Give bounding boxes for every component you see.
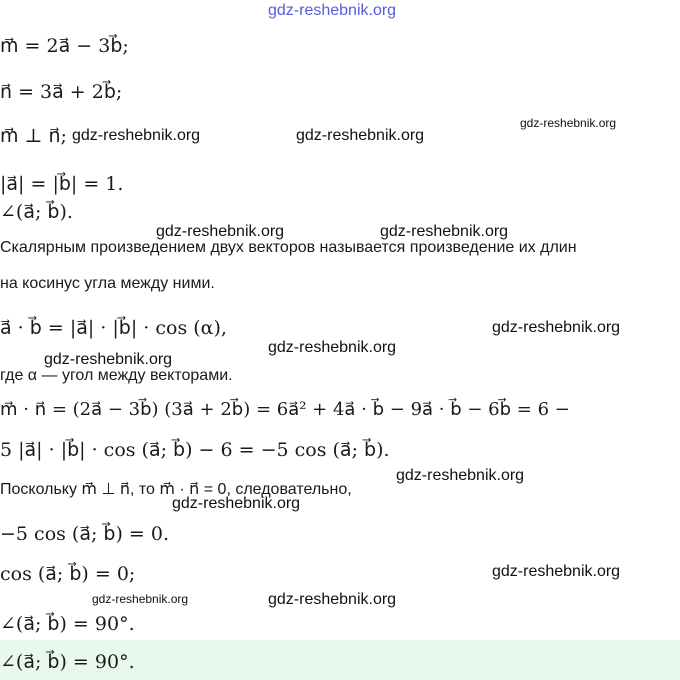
theory-formula: a⃗ · b⃗ = |a⃗| · |b⃗| · cos (α), bbox=[0, 317, 227, 339]
theory-line-1: Скалярным произведением двух векторов называется произведение их длин bbox=[0, 239, 577, 256]
given-perpendicular: m⃗ ⊥ n⃗; bbox=[0, 125, 67, 147]
watermark-top: gdz-reshebnik.org bbox=[268, 2, 397, 19]
solution-eq-3: ∠(a⃗; b⃗) = 90°. bbox=[0, 613, 135, 635]
given-angle: ∠(a⃗; b⃗). bbox=[0, 201, 73, 223]
given-n: n⃗ = 3a⃗ + 2b⃗; bbox=[0, 81, 123, 103]
watermark: gdz-reshebnik.org bbox=[396, 467, 525, 484]
theory-line-2: на косинус угла между ними. bbox=[0, 275, 215, 292]
solution-since: Поскольку m⃗ ⊥ n⃗, то m⃗ · n⃗ = 0, следовательно, bbox=[0, 481, 352, 498]
watermark: gdz-reshebnik.org bbox=[156, 223, 285, 240]
watermark: gdz-reshebnik.org bbox=[492, 563, 621, 580]
answer: ∠(a⃗; b⃗) = 90°. bbox=[0, 651, 135, 673]
watermark: gdz-reshebnik.org bbox=[268, 591, 397, 608]
watermark: gdz-reshebnik.org bbox=[92, 592, 189, 606]
solution-expand-1: m⃗ · n⃗ = (2a⃗ − 3b⃗) (3a⃗ + 2b⃗) = 6a⃗² + 4a⃗ · b⃗ − 9a⃗ · b⃗ − 6b⃗ = 6 − bbox=[0, 399, 570, 420]
solution-eq-1: −5 cos (a⃗; b⃗) = 0. bbox=[0, 523, 170, 545]
solution-eq-2: cos (a⃗; b⃗) = 0; bbox=[0, 563, 136, 585]
watermark: gdz-reshebnik.org bbox=[380, 223, 509, 240]
given-m: m⃗ = 2a⃗ − 3b⃗; bbox=[0, 35, 129, 57]
given-lengths: |a⃗| = |b⃗| = 1. bbox=[0, 173, 124, 195]
watermark: gdz-reshebnik.org bbox=[268, 339, 397, 356]
watermark: gdz-reshebnik.org bbox=[296, 127, 425, 144]
watermark: gdz-reshebnik.org bbox=[492, 319, 621, 336]
theory-where: где α — угол между векторами. bbox=[0, 367, 233, 384]
solution-expand-2: 5 |a⃗| · |b⃗| · cos (a⃗; b⃗) − 6 = −5 cos (a⃗; b⃗). bbox=[0, 439, 390, 461]
watermark: gdz-reshebnik.org bbox=[520, 116, 617, 130]
watermark: gdz-reshebnik.org bbox=[44, 351, 173, 368]
watermark: gdz-reshebnik.org bbox=[72, 127, 201, 144]
watermark: gdz-reshebnik.org bbox=[172, 495, 301, 512]
